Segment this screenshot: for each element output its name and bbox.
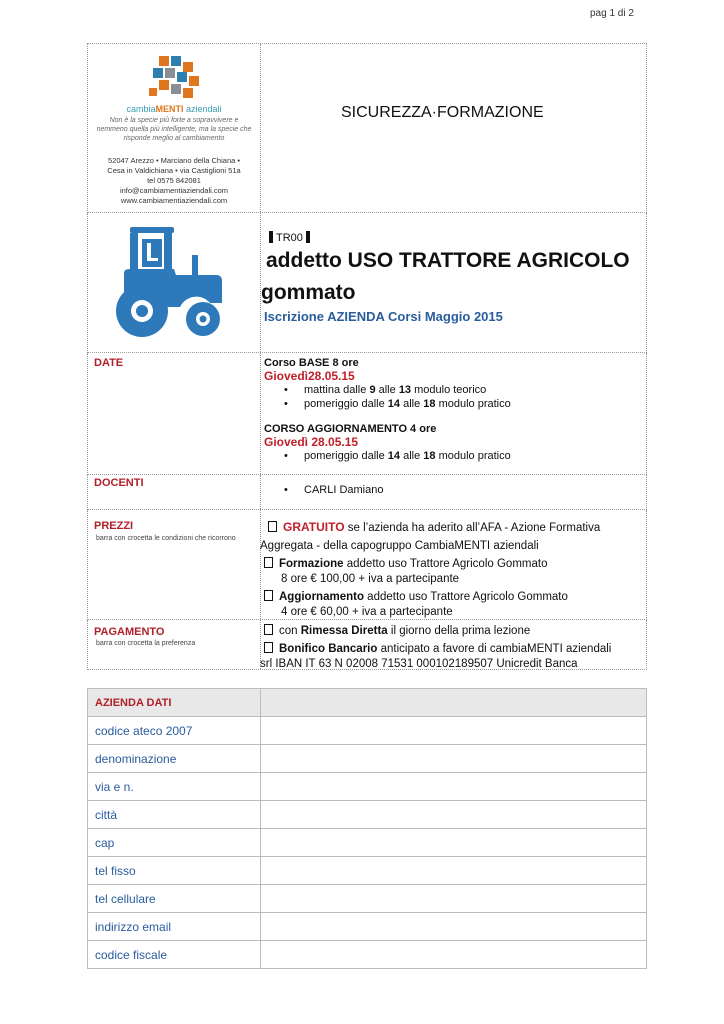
table-header-label: AZIENDA DATI xyxy=(88,689,261,717)
table-row xyxy=(88,913,647,941)
course-title: addetto USO TRATTORE AGRICOLO xyxy=(266,249,630,272)
pagamento-hint: barra con crocetta la preferenza xyxy=(96,640,196,647)
field-label: denominazione xyxy=(88,745,261,773)
field-input[interactable] xyxy=(261,717,647,745)
field-label: via e n. xyxy=(88,773,261,801)
page-number: pag 1 di 2 xyxy=(590,8,634,19)
table-header-value xyxy=(261,689,647,717)
section-title: SICUREZZA·FORMAZIONE xyxy=(341,104,544,121)
aggiornamento-option[interactable]: Aggiornamento addetto uso Trattore Agricolo Gommato xyxy=(260,590,642,605)
update-course-day: Giovedì 28.05.15 xyxy=(264,435,359,449)
field-label: indirizzo email xyxy=(88,913,261,941)
list-item: • pomeriggio dalle 14 alle 18 modulo pratico xyxy=(264,397,642,411)
checkbox[interactable] xyxy=(264,557,273,568)
pagamento-label: PAGAMENTO xyxy=(94,626,165,638)
date-row xyxy=(87,353,647,475)
course-code: TR00 xyxy=(266,231,313,244)
gratuito-option[interactable]: GRATUITO se l’azienda ha aderito all’AFA - Azione Formativa xyxy=(260,518,642,537)
checkbox[interactable] xyxy=(264,624,273,635)
field-input[interactable] xyxy=(261,885,647,913)
date-content xyxy=(264,357,642,463)
field-input[interactable] xyxy=(261,941,647,969)
field-label: cap xyxy=(88,829,261,857)
prezzi-label: PREZZI xyxy=(94,520,134,532)
rimessa-option[interactable]: con Rimessa Diretta il giorno della prima lezione xyxy=(260,624,642,639)
list-item: • mattina dalle 9 alle 13 modulo teorico xyxy=(264,383,642,397)
field-input[interactable] xyxy=(261,801,647,829)
aggiornamento-price: 4 ore € 60,00 + iva a partecipante xyxy=(281,606,453,618)
gratuito-text: Aggregata - della capogruppo CambiaMENTI aziendali xyxy=(260,540,539,552)
table-row xyxy=(88,857,647,885)
field-label: codice fiscale xyxy=(88,941,261,969)
course-image-cell xyxy=(88,213,261,352)
table-row xyxy=(88,885,647,913)
table-row xyxy=(88,801,647,829)
company-address: 52047 Arezzo • Marciano della Chiana • Cesa in Valdichiana • via Castiglioni 51a tel 0575 842081 info@cambiamentiaziendali.com www.cambiamentiaziendali.com xyxy=(107,156,241,205)
docenti-label: DOCENTI xyxy=(94,477,144,489)
field-input[interactable] xyxy=(261,913,647,941)
base-course-title: Corso BASE 8 ore xyxy=(264,357,359,369)
company-motto: Non è la specie più forte a sopravvivere e nemmeno quella più intelligente, ma la specie che risponde meglio al cambiamento xyxy=(96,117,252,142)
prezzi-hint: barra con crocetta le condizioni che ricorrono xyxy=(96,535,236,542)
field-label: tel fisso xyxy=(88,857,261,885)
tractor-icon xyxy=(108,225,238,340)
checkbox[interactable] xyxy=(268,521,277,532)
field-label: città xyxy=(88,801,261,829)
field-input[interactable] xyxy=(261,773,647,801)
bonifico-option[interactable]: Bonifico Bancario anticipato a favore di cambiaMENTI aziendali xyxy=(260,642,642,657)
company-data-table xyxy=(87,688,647,969)
course-title-line2: gommato xyxy=(261,281,356,304)
iban-text: srl IBAN IT 63 N 02008 71531 000102189507 Unicredit Banca xyxy=(260,658,578,670)
field-input[interactable] xyxy=(261,857,647,885)
table-row xyxy=(88,745,647,773)
table-row xyxy=(88,829,647,857)
table-row xyxy=(88,717,647,745)
field-label: tel cellulare xyxy=(88,885,261,913)
teacher-name: • CARLI Damiano xyxy=(264,483,642,497)
prezzi-row xyxy=(87,510,647,620)
table-header xyxy=(88,689,647,717)
checkbox[interactable] xyxy=(264,642,273,653)
field-label: codice ateco 2007 xyxy=(88,717,261,745)
table-row xyxy=(88,773,647,801)
date-label: DATE xyxy=(94,357,124,369)
company-logo-icon xyxy=(145,52,205,104)
pagamento-row xyxy=(87,620,647,670)
course-block xyxy=(87,213,647,353)
letterhead xyxy=(87,43,647,213)
base-course-day: Giovedì28.05.15 xyxy=(264,369,355,383)
field-input[interactable] xyxy=(261,829,647,857)
docenti-row xyxy=(87,475,647,510)
table-row xyxy=(88,941,647,969)
header-title-cell xyxy=(261,44,646,212)
checkbox[interactable] xyxy=(264,590,273,601)
formazione-option[interactable]: Formazione addetto uso Trattore Agricolo Gommato xyxy=(260,557,642,572)
formazione-price: 8 ore € 100,00 + iva a partecipante xyxy=(281,573,460,585)
company-name: cambiaMENTI aziendali xyxy=(126,104,222,114)
company-info xyxy=(88,44,261,212)
update-course-title: CORSO AGGIORNAMENTO 4 ore xyxy=(264,423,437,435)
field-input[interactable] xyxy=(261,745,647,773)
course-subtitle: Iscrizione AZIENDA Corsi Maggio 2015 xyxy=(264,309,503,324)
list-item: • pomeriggio dalle 14 alle 18 modulo pratico xyxy=(264,449,642,463)
